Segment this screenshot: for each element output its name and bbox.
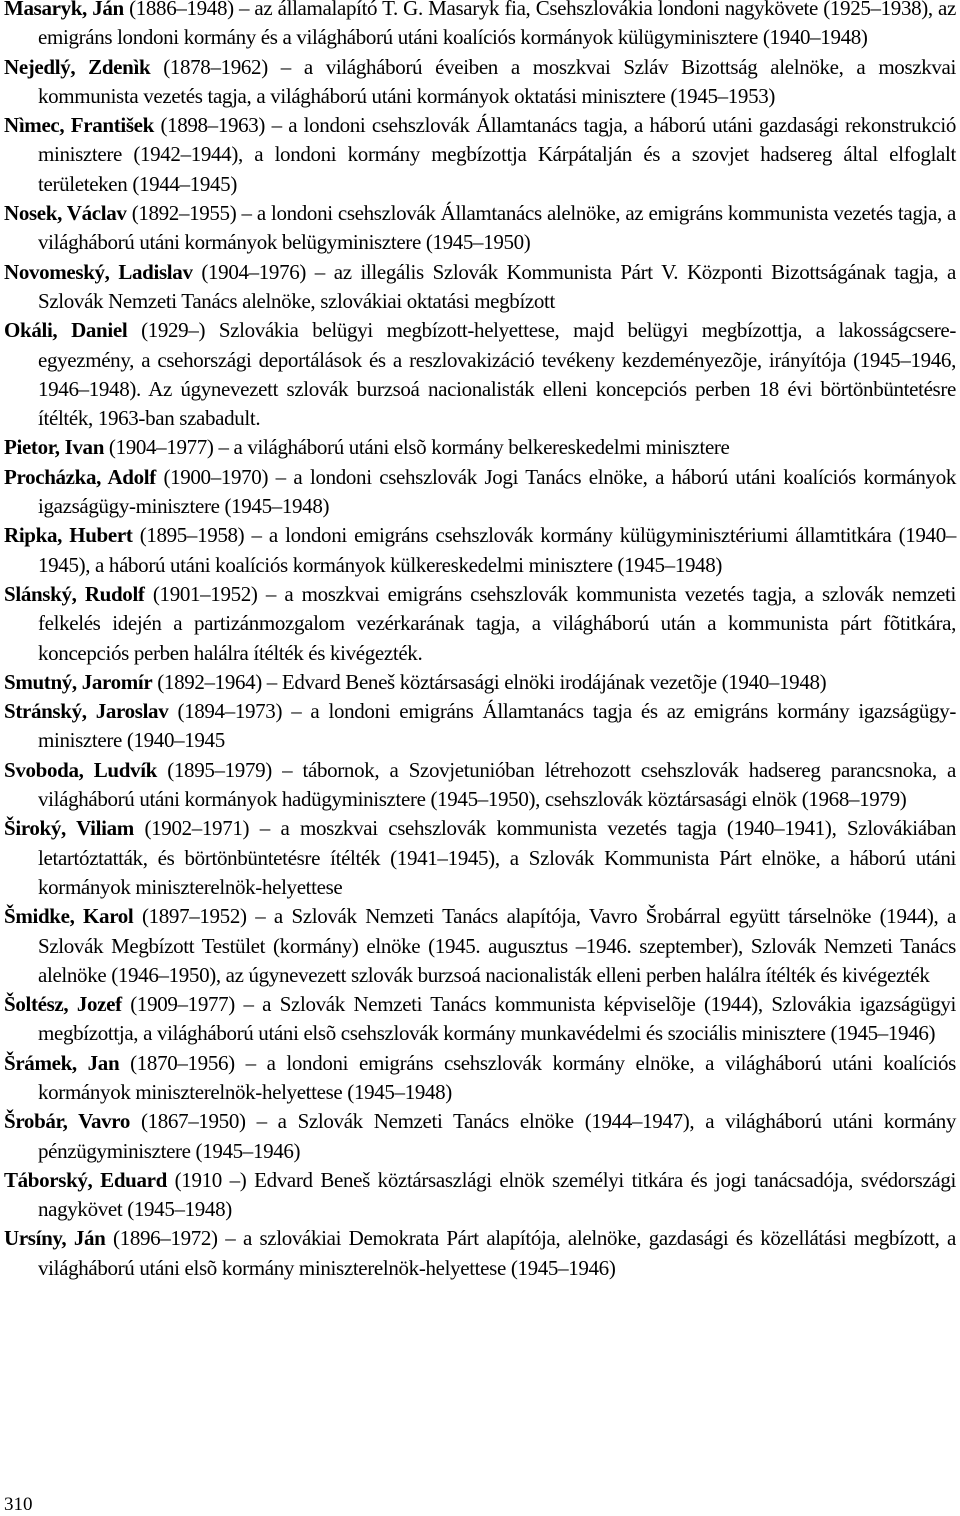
entry bbox=[4, 902, 956, 990]
entry bbox=[4, 258, 956, 317]
entry-text: (1892–1964) – Edvard Beneš köztársasági elnöki irodájának vezetõje (1940–1948) bbox=[152, 669, 827, 694]
entry-text: (1902–1971) – a moszkvai csehszlovák kommunista vezetés tagja (1940–1941), Szlovákiában letartóztatták, és börtönbüntetésre ítélték (1941–1945), a Szlovák Kommunista Párt elnöke, a háború utáni kormányok miniszterelnök-helyettese bbox=[38, 816, 956, 899]
entry-text: (1897–1952) – a Szlovák Nemzeti Tanács alapítója, Vavro Šrobárral együtt társelnöke (1944), a Szlovák Megbízott Testület (kormány) elnöke (1945. augusztus –1946. szeptember), Szlovák Nemzeti Tanács alelnöke (1946–1950), az úgynevezett szlovák burzsoá nacionalisták elleni perben halálra ítélték és kivégezték bbox=[38, 904, 956, 987]
entry-name: Široký, Viliam bbox=[4, 816, 134, 841]
entry bbox=[4, 521, 956, 580]
entry-text: (1900–1970) – a londoni csehszlovák Jogi Tanács elnöke, a háború utáni koalíciós kormányok igazságügy-minisztere (1945–1948) bbox=[38, 464, 957, 519]
entry-text: (1929–) Szlovákia belügyi megbízott-helyettese, majd belügyi megbízottja, a lakosságcsere-egyezmény, a csehországi deportálások és a reszlovakizáció tevékeny kezdeményezõje, irányítója (1945–1946, 1946–1948). Az úgynevezett szlovák burzsoá nacionalisták elleni koncepciós perben 18 évi börtönbüntetésre ítélték, 1963-ban szabadult. bbox=[38, 318, 957, 431]
entry-name: Novomeský, Ladislav bbox=[4, 259, 193, 284]
entry-name: Okáli, Daniel bbox=[4, 318, 128, 343]
entry bbox=[4, 814, 956, 902]
entry bbox=[4, 463, 956, 522]
entry bbox=[4, 53, 956, 112]
entry bbox=[4, 990, 956, 1049]
entry-name: Masaryk, Ján bbox=[4, 0, 124, 20]
entry-name: Smutný, Jaromír bbox=[4, 669, 153, 694]
entry-text: (1886–1948) – az államalapító T. G. Masaryk fia, Csehszlovákia londoni nagykövete (1925–1938), az emigráns londoni kormány és a világháború utáni koalíciós kormányok külügyminisztere (1940–1948) bbox=[38, 0, 956, 50]
entry bbox=[4, 1107, 956, 1166]
page-body bbox=[4, 0, 956, 1283]
entry-name: Nìmec, František bbox=[4, 113, 154, 138]
entry-text: (1892–1955) – a londoni csehszlovák Államtanács alelnöke, az emigráns kommunista vezetés tagja, a világháború utáni kormányok belügyminisztere (1945–1950) bbox=[38, 201, 956, 255]
entry-name: Pietor, Ivan bbox=[4, 435, 105, 460]
page-number: 310 bbox=[4, 1494, 33, 1515]
entry-text: (1904–1977) – a világháború utáni elsõ kormány belkereskedelmi minisztere bbox=[104, 435, 730, 460]
entry-name: Nejedlý, Zdenìk bbox=[4, 54, 151, 79]
entry bbox=[4, 580, 956, 668]
entry bbox=[4, 316, 956, 433]
entry bbox=[4, 111, 956, 199]
entry-name: Ripka, Hubert bbox=[4, 523, 133, 548]
entry-text: (1898–1963) – a londoni csehszlovák Államtanács tagja, a háború utáni gazdasági rekonstrukció minisztere (1942–1944), a londoni kormány megbízottja Kárpátalján és a szovjet hadsereg által elfoglalt területeken (1944–1945) bbox=[38, 113, 956, 196]
entry-text: (1867–1950) – a Szlovák Nemzeti Tanács elnöke (1944–1947), a világháború utáni kormány pénzügyminisztere (1945–1946) bbox=[38, 1109, 956, 1163]
entry bbox=[4, 756, 956, 815]
entry-name: Šoltész, Jozef bbox=[4, 992, 122, 1017]
entry-text: (1870–1956) – a londoni emigráns csehszlovák kormány elnöke, a világháború utáni koalíciós kormányok miniszterelnök-helyettese (1945–1948) bbox=[38, 1050, 957, 1104]
entry bbox=[4, 1166, 956, 1225]
entry bbox=[4, 1224, 956, 1283]
entry bbox=[4, 0, 956, 53]
entry-text: (1901–1952) – a moszkvai emigráns csehszlovák kommunista vezetés tagja, a szlovák nemzeti felkelés idején a partizánmozgalom vezérkarának tagja, a világháború után a kommunista párt fõtitkára, koncepciós perben halálra ítélték és kivégezték. bbox=[38, 581, 956, 665]
entry-name: Svoboda, Ludvík bbox=[4, 757, 158, 782]
entry-name: Ursíny, Ján bbox=[4, 1226, 106, 1251]
entry-name: Procházka, Adolf bbox=[4, 464, 156, 489]
entry bbox=[4, 1049, 956, 1108]
entry-name: Slánský, Rudolf bbox=[4, 581, 145, 606]
entry-name: Táborský, Eduard bbox=[4, 1167, 167, 1192]
entry-text: (1895–1958) – a londoni emigráns csehszlovák kormány külügyminisztériumi államtitkára (1940–1945), a háború utáni koalíciós kormányok külkereskedelmi minisztere (1945–1948) bbox=[38, 523, 956, 577]
entry-text: (1895–1979) – tábornok, a Szovjetunióban létrehozott csehszlovák hadsereg parancsnoka, a világháború utáni kormányok hadügyminisztere (1945–1950), csehszlovák köztársasági elnök (1968–1979) bbox=[38, 757, 957, 812]
entry-text: (1894–1973) – a londoni emigráns Államtanács tagja és az emigráns kormány igazságügy-minisztere (1940–1945 bbox=[38, 699, 956, 753]
entry bbox=[4, 433, 956, 462]
entry-text: (1896–1972) – a szlovákiai Demokrata Párt alapítója, alelnöke, gazdasági és közellátási megbízott, a világháború utáni elsõ kormány miniszterelnök-helyettese (1945–1946) bbox=[38, 1226, 956, 1280]
entry-name: Nosek, Václav bbox=[4, 201, 127, 226]
entry-text: (1878–1962) – a világháború éveiben a moszkvai Szláv Bizottság alelnöke, a moszkvai kommunista vezetés tagja, a világháború utáni kormányok oktatási minisztere (1945–1953) bbox=[38, 54, 957, 108]
entry-name: Šrámek, Jan bbox=[4, 1050, 120, 1075]
entry-text: (1909–1977) – a Szlovák Nemzeti Tanács kommunista képviselõje (1944), Szlovákia igazságügyi megbízottja, a világháború utáni elsõ csehszlovák kormány munkavédelmi és szociális minisztere (1945–1946) bbox=[38, 992, 956, 1046]
entry-name: Šrobár, Vavro bbox=[4, 1109, 131, 1134]
entry-text: (1904–1976) – az illegális Szlovák Kommunista Párt V. Központi Bizottságának tagja, a Szlovák Nemzeti Tanács alelnöke, szlovákiai oktatási megbízott bbox=[38, 259, 956, 313]
entry bbox=[4, 199, 956, 258]
entry-text: (1910 –) Edvard Beneš köztársaszlági elnök személyi titkára és jogi tanácsadója, svédországi nagykövet (1945–1948) bbox=[38, 1167, 957, 1222]
entry-name: Stránský, Jaroslav bbox=[4, 699, 169, 724]
entry bbox=[4, 668, 956, 697]
entry-name: Šmidke, Karol bbox=[4, 904, 134, 929]
entry bbox=[4, 697, 956, 756]
